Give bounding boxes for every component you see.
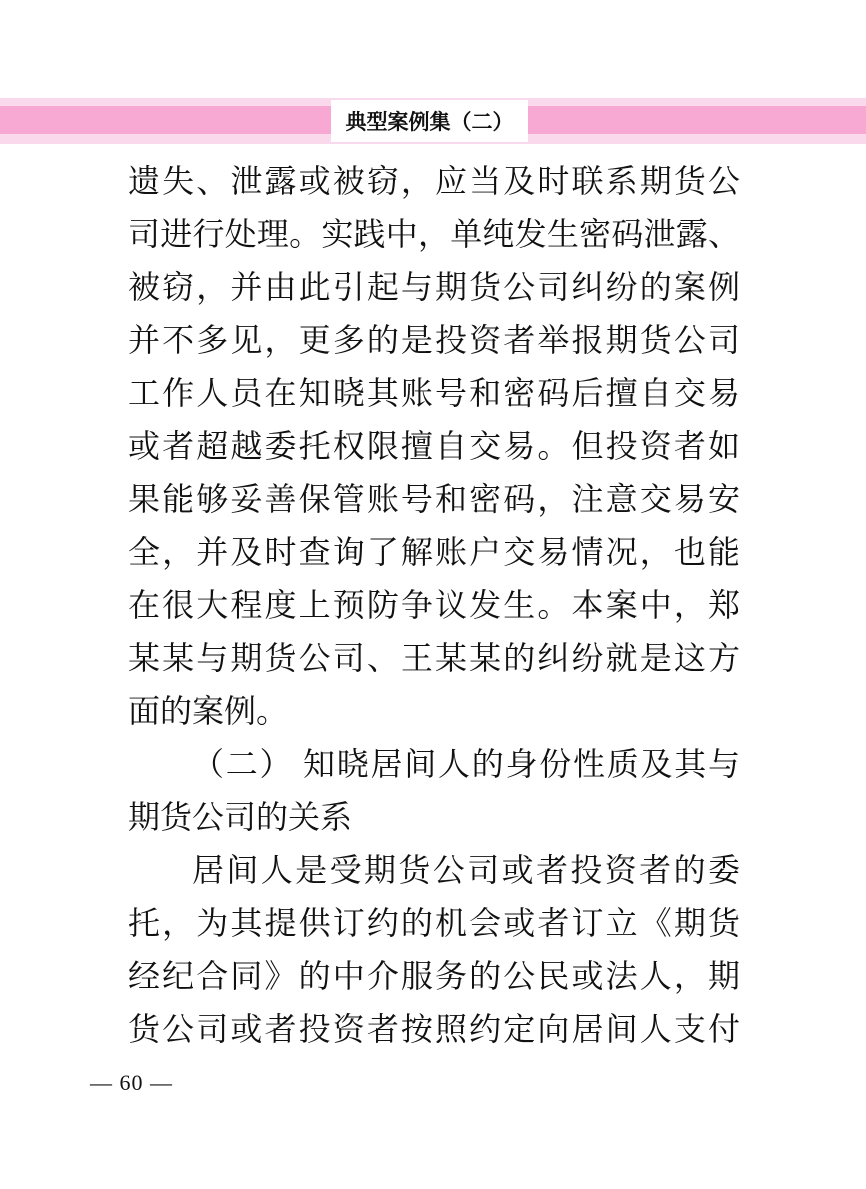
text-line: 果能够妥善保管账号和密码，注意交易安: [128, 481, 740, 517]
page-number: — 60 —: [90, 1070, 173, 1095]
text-line: 全，并及时查询了解账户交易情况，也能: [128, 534, 740, 570]
text-line: 期货公司的关系: [128, 799, 353, 835]
text-line: 工作人员在知晓其账号和密码后擅自交易: [128, 375, 740, 411]
text-line: 并不多见，更多的是投资者举报期货公司: [128, 322, 740, 358]
text-line: （二） 知晓居间人的身份性质及其与: [192, 746, 740, 782]
text-block: [128, 155, 740, 1056]
header-band-left: [0, 106, 331, 134]
text-line: 面的案例。: [128, 693, 289, 729]
text-line: 货公司或者投资者按照约定向居间人支付: [128, 1011, 740, 1047]
text-line: 或者超越委托权限擅自交易。但投资者如: [128, 428, 740, 464]
text-line: 被窃，并由此引起与期货公司纠纷的案例: [128, 269, 740, 305]
text-line: 托，为其提供订约的机会或者订立《期货: [128, 905, 740, 941]
text-line: 在很大程度上预防争议发生。本案中，郑: [128, 587, 740, 623]
running-title: 典型案例集（二）: [345, 111, 514, 134]
running-title-box: [331, 100, 528, 142]
text-line: 居间人是受期货公司或者投资者的委: [192, 852, 740, 888]
text-line: 经纪合同》的中介服务的公民或法人，期: [128, 958, 740, 994]
text-line: 某某与期货公司、王某某的纠纷就是这方: [128, 640, 740, 676]
header-band-right: [528, 106, 866, 134]
text-line: 司进行处理。实践中，单纯发生密码泄露、: [128, 216, 740, 252]
text-line: 遗失、泄露或被窃，应当及时联系期货公: [128, 163, 740, 199]
